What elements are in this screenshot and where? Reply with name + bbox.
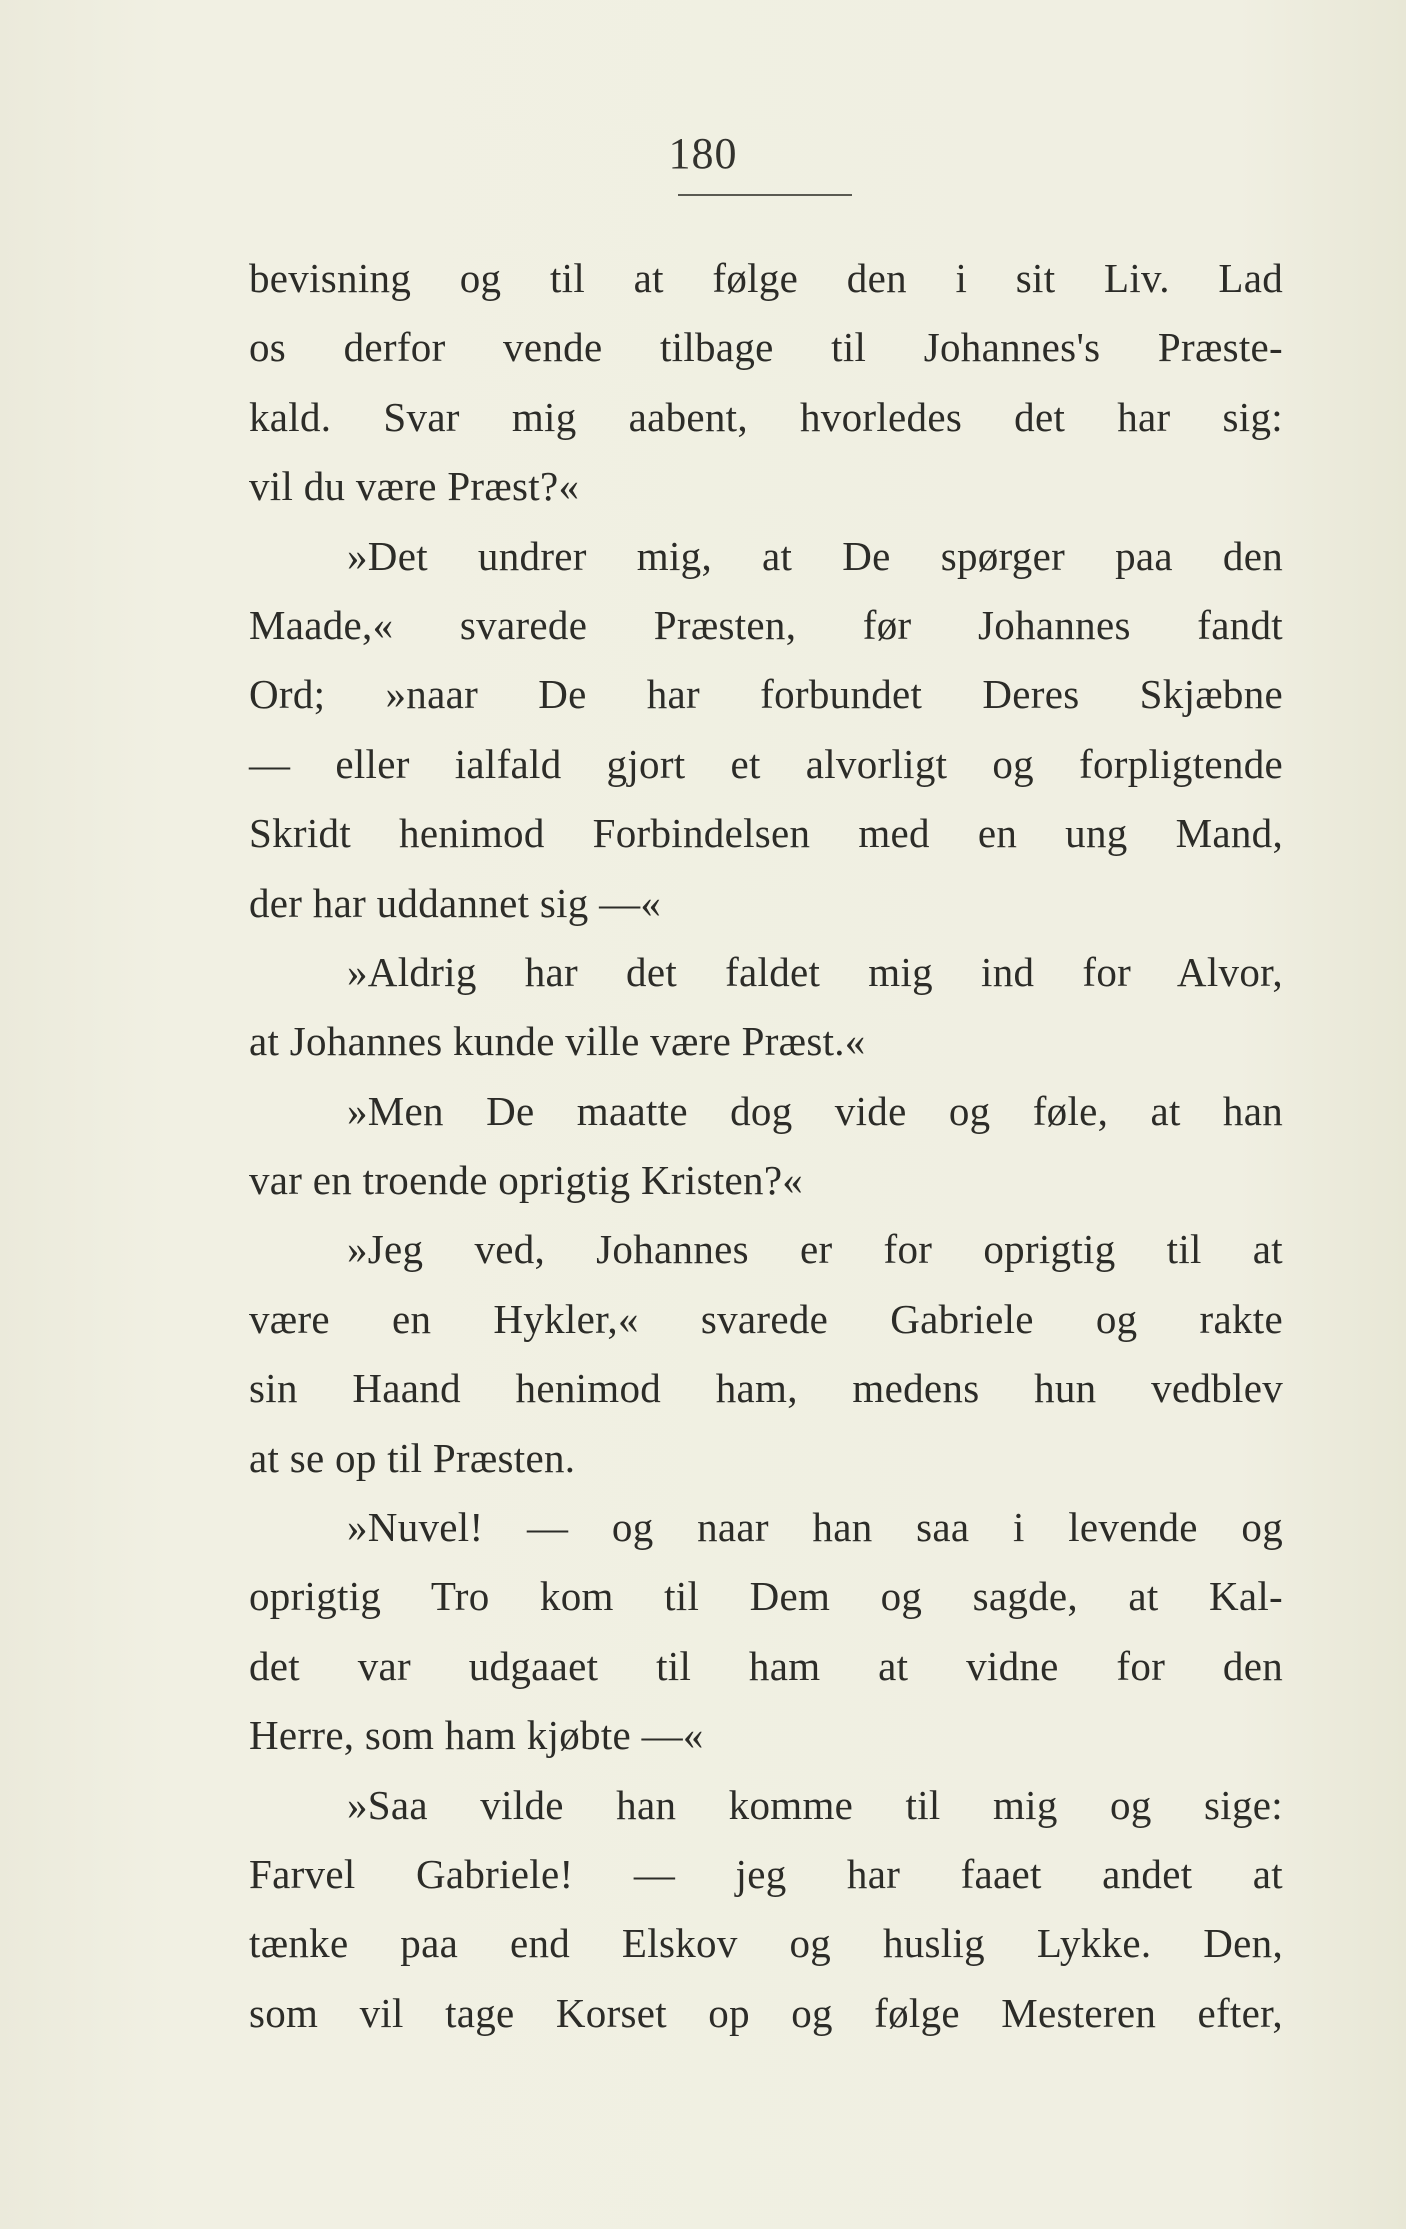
text-line: »Aldrig har det faldet mig ind for Alvor,	[347, 948, 1283, 995]
text-line: der har uddannet sig —«	[249, 879, 662, 926]
text-line: det var udgaaet til ham at vidne for den	[249, 1642, 1283, 1689]
text-line: sin Haand henimod ham, medens hun vedblev	[249, 1365, 1283, 1412]
text-line: tænke paa end Elskov og huslig Lykke. Den,	[249, 1920, 1283, 1967]
text-line: som vil tage Korset op og følge Mesteren efter,	[249, 1989, 1283, 2036]
text-line: vil du være Præst?«	[249, 463, 580, 510]
text-line: »Nuvel! — og naar han saa i levende og	[347, 1504, 1283, 1551]
header-rule	[678, 194, 852, 196]
text-line: at Johannes kunde ville være Præst.«	[249, 1018, 866, 1065]
text-line: være en Hykler,« svarede Gabriele og rakte	[249, 1295, 1283, 1342]
body-text	[249, 244, 1283, 2048]
text-line: at se op til Præsten.	[249, 1434, 576, 1481]
text-line: Herre, som ham kjøbte —«	[249, 1712, 704, 1759]
text-line: bevisning og til at følge den i sit Liv. Lad	[249, 255, 1283, 301]
page-number: 180	[668, 129, 738, 178]
text-line: »Det undrer mig, at De spørger paa den	[347, 532, 1283, 579]
text-line: »Saa vilde han komme til mig og sige:	[347, 1781, 1283, 1828]
text-line: os derfor vende tilbage til Johannes's Præste-	[249, 324, 1283, 371]
text-line: var en troende oprigtig Kristen?«	[249, 1157, 804, 1204]
text-line: Farvel Gabriele! — jeg har faaet andet at	[249, 1850, 1283, 1897]
text-line: kald. Svar mig aabent, hvorledes det har sig:	[249, 393, 1283, 440]
text-line: Ord; »naar De har forbundet Deres Skjæbne	[249, 671, 1283, 718]
text-line: »Jeg ved, Johannes er for oprigtig til at	[347, 1226, 1283, 1273]
text-line: Skridt henimod Forbindelsen med en ung Mand,	[249, 810, 1283, 857]
text-line: — eller ialfald gjort et alvorligt og forpligtende	[249, 740, 1283, 787]
text-line: oprigtig Tro kom til Dem og sagde, at Kal-	[249, 1573, 1283, 1620]
text-line: »Men De maatte dog vide og føle, at han	[347, 1087, 1283, 1134]
text-line: Maade,« svarede Præsten, før Johannes fandt	[249, 601, 1283, 648]
